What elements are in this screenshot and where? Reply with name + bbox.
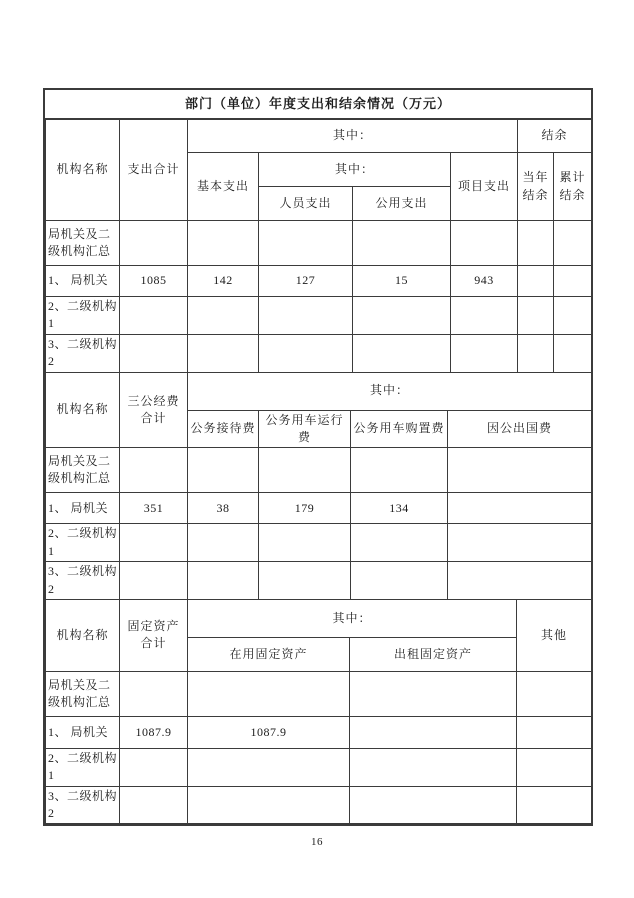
- org-row-label: 1、 局机关: [46, 493, 120, 524]
- three-public-total-header: 三公经费合计: [120, 372, 188, 448]
- section-expenditure: [45, 119, 592, 373]
- among-which-header: 其中：: [188, 120, 518, 153]
- value-cell: [259, 524, 351, 562]
- value-project-expenditure: 943: [451, 266, 518, 297]
- value-cell: [259, 297, 353, 335]
- value-cell: [353, 297, 451, 335]
- value-expenditure-total: 1085: [120, 266, 188, 297]
- value-personnel-expenditure: 127: [259, 266, 353, 297]
- value-cell: [120, 221, 188, 266]
- value-cell: [518, 221, 554, 266]
- value-cell: [120, 671, 188, 716]
- personnel-expenditure-header: 人员支出: [259, 187, 353, 221]
- public-expenditure-header: 公用支出: [353, 187, 451, 221]
- table-row: [46, 297, 592, 335]
- value-cell: [517, 716, 592, 748]
- balance-header: 结余: [518, 120, 592, 153]
- expenditure-balance-table: [43, 88, 593, 826]
- value-cell: [448, 493, 592, 524]
- value-cell: [188, 562, 259, 600]
- value-cell: [517, 748, 592, 786]
- value-cell: [120, 448, 188, 493]
- value-cell: [517, 671, 592, 716]
- table-row: [46, 493, 592, 524]
- value-in-use-fixed-assets: 1087.9: [188, 716, 350, 748]
- value-cell: [351, 562, 448, 600]
- table-row: [46, 448, 592, 493]
- value-cell: [188, 748, 350, 786]
- value-cell: [188, 448, 259, 493]
- value-cell: [188, 221, 259, 266]
- value-cell: [120, 562, 188, 600]
- org-row-label: 2、二级机构 1: [46, 297, 120, 335]
- table-row: [46, 786, 592, 824]
- vehicle-purchase-header: 公务用车购置费: [351, 410, 448, 448]
- overseas-travel-header: 因公出国费: [448, 410, 592, 448]
- value-cell: [451, 297, 518, 335]
- value-cell: [554, 266, 592, 297]
- table-row: [46, 562, 592, 600]
- in-use-fixed-assets-header: 在用固定资产: [188, 637, 350, 671]
- other-header: 其他: [517, 599, 592, 671]
- value-cell: [451, 221, 518, 266]
- section-three-public-expenses: [45, 372, 592, 600]
- org-row-label: 1、 局机关: [46, 266, 120, 297]
- accumulated-balance-header: 累计结余: [554, 153, 592, 221]
- org-name-header: 机构名称: [46, 120, 120, 221]
- value-cell: [188, 297, 259, 335]
- org-row-label: 2、二级机构 1: [46, 524, 120, 562]
- table-row: [46, 221, 592, 266]
- value-cell: [351, 524, 448, 562]
- among-which-header: 其中：: [188, 599, 517, 637]
- table-row: [46, 748, 592, 786]
- org-name-header: 机构名称: [46, 599, 120, 671]
- org-row-label: 局机关及二级机构汇总: [46, 221, 120, 266]
- current-year-balance-header: 当年结余: [518, 153, 554, 221]
- value-three-public-total: 351: [120, 493, 188, 524]
- value-cell: [448, 448, 592, 493]
- org-row-label: 2、二级机构 1: [46, 748, 120, 786]
- value-cell: [259, 448, 351, 493]
- value-cell: [259, 334, 353, 372]
- section-fixed-assets: [45, 599, 592, 825]
- org-row-label: 3、二级机构 2: [46, 562, 120, 600]
- value-cell: [554, 334, 592, 372]
- table-row: [46, 334, 592, 372]
- table-row: [46, 716, 592, 748]
- table-title: 部门（单位）年度支出和结余情况（万元）: [45, 90, 591, 119]
- org-row-label: 局机关及二级机构汇总: [46, 671, 120, 716]
- org-row-label: 3、二级机构 2: [46, 786, 120, 824]
- among-which-sub-header: 其中：: [259, 153, 451, 187]
- value-cell: [188, 334, 259, 372]
- value-cell: [259, 221, 353, 266]
- table-row: [46, 671, 592, 716]
- official-reception-header: 公务接待费: [188, 410, 259, 448]
- org-row-label: 局机关及二级机构汇总: [46, 448, 120, 493]
- fixed-assets-total-header: 固定资产合计: [120, 599, 188, 671]
- among-which-header: 其中：: [188, 372, 592, 410]
- vehicle-operation-header: 公务用车运行费: [259, 410, 351, 448]
- value-cell: [518, 334, 554, 372]
- value-cell: [350, 786, 517, 824]
- value-cell: [448, 562, 592, 600]
- value-public-expenditure: 15: [353, 266, 451, 297]
- basic-expenditure-header: 基本支出: [188, 153, 259, 221]
- value-cell: [120, 524, 188, 562]
- value-cell: [448, 524, 592, 562]
- rented-fixed-assets-header: 出租固定资产: [350, 637, 517, 671]
- value-cell: [120, 334, 188, 372]
- value-cell: [353, 334, 451, 372]
- value-cell: [350, 716, 517, 748]
- value-official-reception: 38: [188, 493, 259, 524]
- value-cell: [188, 786, 350, 824]
- value-cell: [188, 524, 259, 562]
- value-cell: [554, 221, 592, 266]
- value-cell: [518, 266, 554, 297]
- value-cell: [350, 671, 517, 716]
- table-row: [46, 266, 592, 297]
- value-cell: [120, 748, 188, 786]
- value-vehicle-operation: 179: [259, 493, 351, 524]
- value-cell: [351, 448, 448, 493]
- org-row-label: 3、二级机构 2: [46, 334, 120, 372]
- value-cell: [554, 297, 592, 335]
- value-cell: [517, 786, 592, 824]
- value-cell: [353, 221, 451, 266]
- value-cell: [259, 562, 351, 600]
- value-cell: [120, 297, 188, 335]
- org-name-header: 机构名称: [46, 372, 120, 448]
- value-cell: [518, 297, 554, 335]
- value-cell: [451, 334, 518, 372]
- value-fixed-assets-total: 1087.9: [120, 716, 188, 748]
- expenditure-total-header: 支出合计: [120, 120, 188, 221]
- value-vehicle-purchase: 134: [351, 493, 448, 524]
- value-cell: [120, 786, 188, 824]
- value-cell: [188, 671, 350, 716]
- org-row-label: 1、 局机关: [46, 716, 120, 748]
- project-expenditure-header: 项目支出: [451, 153, 518, 221]
- value-cell: [350, 748, 517, 786]
- table-row: [46, 524, 592, 562]
- page-number: 16: [311, 836, 323, 848]
- value-basic-expenditure: 142: [188, 266, 259, 297]
